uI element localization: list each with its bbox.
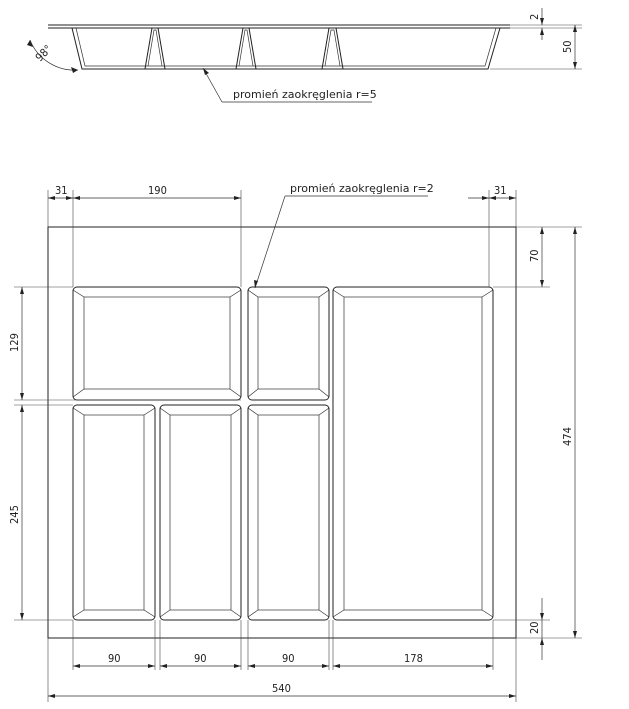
dim-col3: 90 xyxy=(282,652,295,665)
top-dimensions xyxy=(48,184,516,287)
side-view xyxy=(27,8,582,102)
dim-left-margin: 31 xyxy=(55,184,68,197)
side-radius-note-text: promień zaokręglenia r=5 xyxy=(233,88,377,101)
dim-col4: 178 xyxy=(404,652,423,665)
top-view xyxy=(8,182,582,702)
angle-dimension xyxy=(27,40,78,73)
compartment-top-middle xyxy=(248,287,329,400)
compartments xyxy=(73,287,493,620)
dim-top-margin: 70 xyxy=(528,249,541,262)
top-radius-note xyxy=(254,182,434,288)
compartment-right-tall xyxy=(333,287,493,620)
compartment-bottom-2 xyxy=(160,405,241,620)
right-dimensions xyxy=(493,227,582,660)
dim-col2: 90 xyxy=(194,652,207,665)
dim-total-width: 540 xyxy=(272,682,291,695)
side-radius-note xyxy=(203,68,377,102)
dim-bottom-tray-height: 245 xyxy=(8,505,21,524)
height-label: 50 xyxy=(561,40,574,53)
dim-bottom-margin: 20 xyxy=(528,621,541,634)
compartment-bottom-3 xyxy=(248,405,329,620)
bottom-dimensions xyxy=(73,620,493,670)
total-width-dimension xyxy=(48,638,516,702)
dim-col1: 90 xyxy=(108,652,121,665)
side-view-dividers xyxy=(145,28,343,69)
outer-tray xyxy=(48,227,516,638)
thickness-label: 2 xyxy=(528,13,541,20)
dim-top-tray-width: 190 xyxy=(148,184,167,197)
dim-top-tray-height: 129 xyxy=(8,333,21,352)
left-dimensions xyxy=(8,287,241,620)
compartment-bottom-1 xyxy=(73,405,155,620)
side-height-dimensions xyxy=(490,8,582,69)
top-radius-note-text: promień zaokręglenia r=2 xyxy=(290,182,434,195)
dim-total-depth: 474 xyxy=(561,427,574,446)
dim-right-margin: 31 xyxy=(494,184,507,197)
compartment-top-left xyxy=(73,287,241,400)
angle-label: 98° xyxy=(32,42,55,65)
